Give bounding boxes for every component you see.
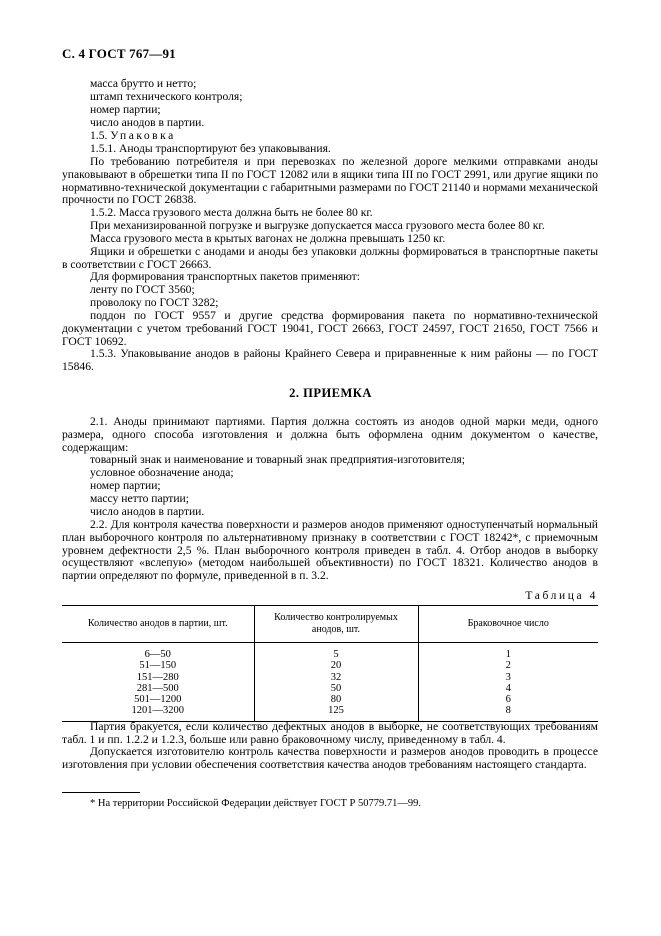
list-item-tape: ленту по ГОСТ 3560; [90,283,195,296]
intro-line-3: номер партии; [90,103,161,116]
column-header-rejection-number: Браковочное число [418,606,598,643]
table-row [62,705,598,721]
cell-batch-size: 281—500 [136,682,179,694]
table-caption: Таблица 4 [525,590,598,602]
table-row [62,672,598,683]
list-item-wire: проволоку по ГОСТ 3282; [90,296,219,309]
paragraph-1-5-2: 1.5.2. Масса грузового места должна быть не более 80 кг. [90,206,373,219]
paragraph-2-1: 2.1. Аноды принимают партиями. Партия должна состоять из анодов одной марки меди, одного размера, одного способа изготовления и должна быть оформлена одним документом о качестве, содержащим: [62,415,598,454]
section-heading-acceptance: 2. ПРИЕМКА [289,386,372,400]
table-row [62,683,598,694]
paragraph-1-5-3: 1.5.3. Упаковывание анодов в районы Крайнего Севера и приравненные к ним районы — по ГОСТ 15846. [62,347,598,373]
paragraph-transport-packages: Ящики и обрешетки с анодами и аноды без упаковки должны формироваться в транспортные пакеты в соответствии с ГОСТ 26663. [62,245,598,271]
cell-batch-size: 501—1200 [134,694,182,706]
column-header-sample-size: Количество контролируемых анодов, шт. [254,606,418,643]
subsection-title-packing: 1.5. Упаковка [90,129,176,142]
cell-batch-size: 151—280 [136,671,179,683]
intro-line-2: штамп технического контроля; [90,90,243,103]
list-item-net-mass: массу нетто партии; [90,492,189,505]
cell-sample-size: 20 [254,660,418,671]
paragraph-in-process-control: Допускается изготовителю контроль качества поверхности и размеров анодов проводить в процессе изготовления при условии обеспечения соответствия качества анодов требованиям настоящего стандарта. [62,745,598,771]
cell-batch-size: 51—150 [139,660,177,672]
table-header-row [62,606,598,643]
list-item-designation: условное обозначение анода; [90,466,234,479]
cell-batch-size: 1201—3200 [62,705,254,721]
cell-rejection-number: 4 [418,683,598,694]
paragraph-batch-rejection: Партия бракуется, если количество дефектных анодов в выборке, не соответствующих требованиям табл. 1 и пп. 1.2.2 и 1.2.3, больше или равно браковочному числу, приведенному в табл. 4. [62,720,598,746]
list-item-anode-count: число анодов в партии. [90,505,205,518]
paragraph-packing-request: По требованию потребителя и при перевозках по железной дороге мелкими отправками аноды упаковывают в обрешетки типа II по ГОСТ 12082 или в ящики типа III по ГОСТ 2991, или другие ящики по нормативно-технической документации с габаритными размерами по ГОСТ 21140 и нормами механической прочности по ГОСТ 26838. [62,155,598,207]
paragraph-package-means: Для формирования транспортных пакетов применяют: [90,270,360,283]
cell-sample-size: 5 [254,643,418,661]
intro-line-4: число анодов в партии. [90,116,205,129]
sampling-plan-table [62,605,598,722]
table-row [62,643,598,661]
cell-sample-size: 125 [254,705,418,721]
page-header: С. 4 ГОСТ 767—91 [62,46,176,61]
cell-sample-size: 80 [254,694,418,705]
footnote-divider [62,792,140,793]
cell-rejection-number: 3 [418,672,598,683]
cell-rejection-number: 8 [418,705,598,721]
list-item-trademark: товарный знак и наименование и товарный знак предприятия-изготовителя; [90,453,465,466]
cell-rejection-number: 6 [418,694,598,705]
paragraph-pallet: поддон по ГОСТ 9557 и другие средства формирования пакета по нормативно-технической документации с учетом требований ГОСТ 19041, ГОСТ 26663, ГОСТ 24597, ГОСТ 21650, ГОСТ 7566 и ГОСТ 10692. [62,309,598,348]
paragraph-wagon-mass: Масса грузового места в крытых вагонах не должна превышать 1250 кг. [90,232,446,245]
table-row [62,660,598,671]
cell-batch-size: 6—50 [144,649,171,660]
paragraph-2-2: 2.2. Для контроля качества поверхности и размеров анодов применяют одноступенчатый нормальный план выборочного контроля по альтернативному признаку в соответствии с ГОСТ 18242*, с приемочным уровнем дефектности 2,5 %. План выборочного контроля приведен в табл. 4. Отбор анодов в выборку осуществляют «вслепую» (методом наибольшей объективности) по ГОСТ 18321. Количество анодов в партии определяют по формуле, приведенной в п. 3.2. [62,518,598,583]
cell-rejection-number: 2 [418,660,598,671]
paragraph-mechanized-loading: При механизированной погрузке и выгрузке допускается масса грузового места более 80 кг. [90,219,545,232]
table-row [62,694,598,705]
intro-line-1: масса брутто и нетто; [90,77,197,90]
cell-rejection-number: 1 [418,643,598,661]
footnote: * На территории Российской Федерации действует ГОСТ Р 50779.71—99. [90,798,421,809]
column-header-batch-size: Количество анодов в партии, шт. [62,606,254,643]
cell-sample-size: 32 [254,672,418,683]
cell-sample-size: 50 [254,683,418,694]
paragraph-1-5-1: 1.5.1. Аноды транспортируют без упаковывания. [90,142,331,155]
list-item-batch-number: номер партии; [90,479,161,492]
